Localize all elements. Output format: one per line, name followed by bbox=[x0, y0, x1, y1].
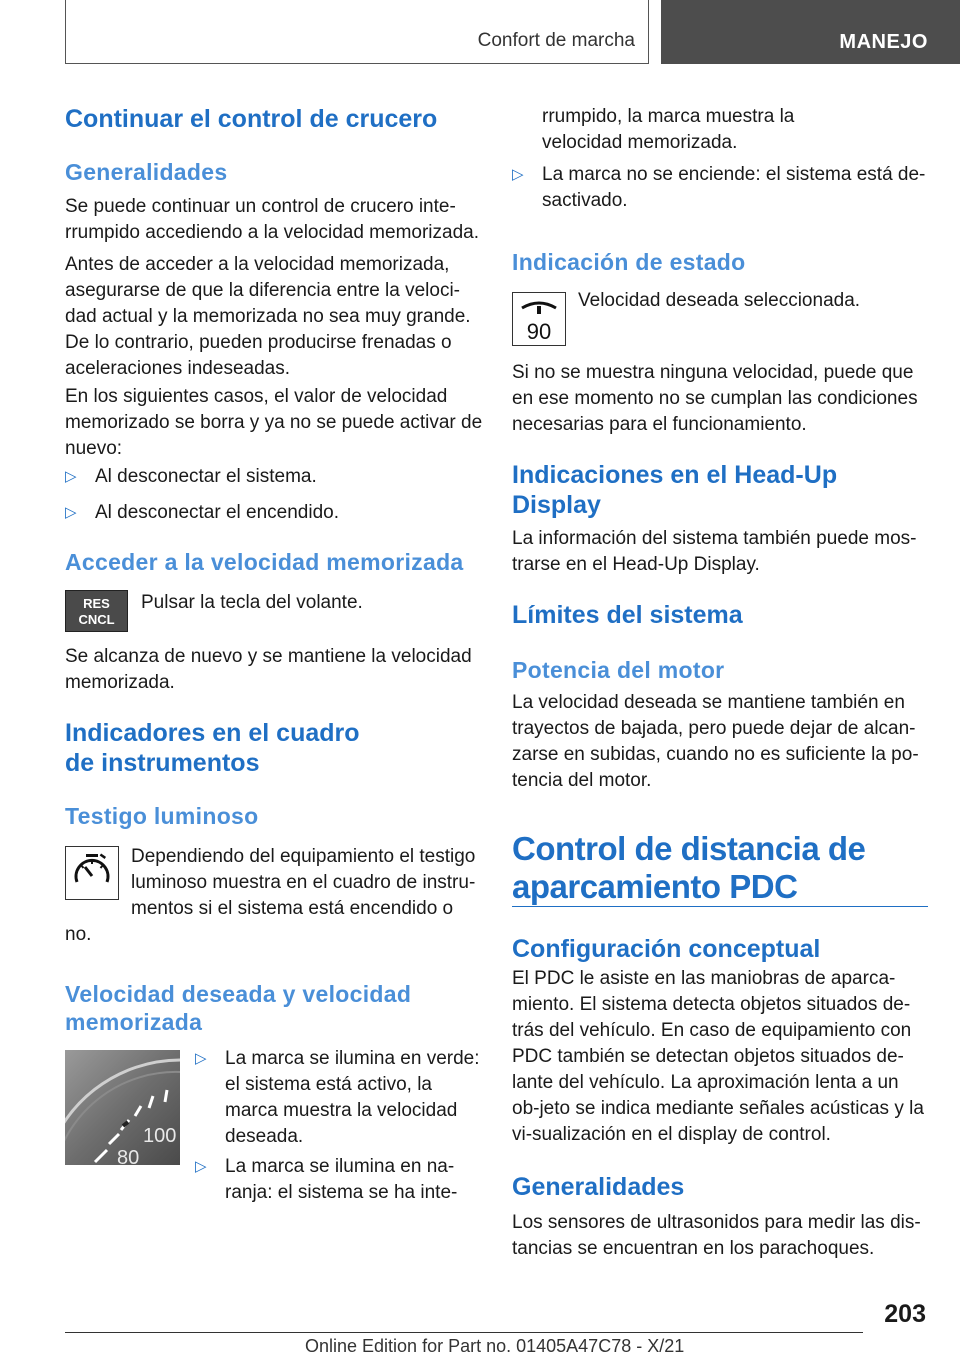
svg-text:100: 100 bbox=[143, 1125, 177, 1147]
status-description: Velocidad deseada seleccionada. bbox=[578, 290, 861, 311]
header-chapter-label: MANEJO bbox=[839, 31, 928, 53]
access-instruction: Pulsar la tecla del volante. bbox=[141, 592, 363, 613]
paragraph-intro: Se puede continuar un control de crucero inte-rrumpido accediendo a la velocidad memorizada. bbox=[65, 196, 480, 243]
heading-access-speed: Acceder a la velocidad memorizada bbox=[65, 549, 464, 575]
lamp-description: Dependiendo del equipamiento el testigo luminoso muestra en el cuadro de instru-mentos si el sistema está encendido o bbox=[131, 846, 476, 919]
speedometer-image bbox=[65, 1050, 180, 1165]
svg-text:80: 80 bbox=[117, 1147, 140, 1165]
paragraph-access-result: Se alcanza de nuevo y se mantiene la velocidad memorizada. bbox=[65, 646, 472, 693]
svg-text:90: 90 bbox=[526, 319, 552, 344]
section-title-continue: Continuar el control de crucero bbox=[65, 105, 438, 133]
continued-bullet-text: rrumpido, la marca muestra la velocidad memorizada. bbox=[542, 106, 795, 153]
footer-edition: Online Edition for Part no. 01405A47C78 - X/21 bbox=[305, 1336, 685, 1356]
res-cncl-button-icon bbox=[65, 590, 128, 632]
paragraph-cases: En los siguientes casos, el valor de velocidad memorizado se borra y ya no se puede activar de nuevo: bbox=[65, 386, 483, 459]
paragraph-concept: El PDC le asiste en las maniobras de aparca-miento. El sistema detecta objetos situados de-trás del vehículo. En caso de equipamiento con PDC también se detectan objetos situados de-lante del vehículo. La aproximación lenta a un ob-jeto se indica mediante señales acústicas y la vi-sualización en el display de control. bbox=[512, 968, 924, 1145]
header-chapter-tab bbox=[661, 0, 960, 64]
paragraph-sensors: Los sensores de ultrasonidos para medir las dis-tancias se encuentran en los parachoques. bbox=[512, 1212, 921, 1259]
heading-generalidades: Generalidades bbox=[65, 159, 228, 185]
heading-status: Indicación de estado bbox=[512, 249, 746, 275]
svg-text:RES: RES bbox=[83, 596, 110, 611]
paragraph-warning: Antes de acceder a la velocidad memorizada, asegurarse de que la diferencia entre la veloci-dad actual y la memorizada no sea muy grande. De lo contrario, pueden producirse frenadas o aceleraciones indeseadas. bbox=[65, 254, 471, 379]
triangle-bullet-icon: ▷ bbox=[512, 166, 524, 183]
paragraph-engine-power: La velocidad deseada se mantiene también en trayectos de bajada, pero puede dejar de alcan-zarse en subidas, cuando no es suficiente la po-tencia del motor. bbox=[512, 692, 919, 791]
cruise-control-lamp-icon bbox=[65, 846, 119, 900]
heading-hud: Indicaciones en el Head-Up Display bbox=[512, 461, 838, 519]
heading-concept: Configuración conceptual bbox=[512, 935, 821, 963]
title-underline bbox=[512, 906, 928, 907]
triangle-bullet-icon: ▷ bbox=[195, 1050, 207, 1067]
heading-engine-power: Potencia del motor bbox=[512, 657, 725, 683]
svg-text:CNCL: CNCL bbox=[78, 612, 115, 627]
heading-indicators-line2: de instrumentos bbox=[65, 749, 260, 777]
chapter-title-pdc: Control de distancia de aparcamiento PDC bbox=[512, 830, 866, 905]
heading-indicators-line1: Indicadores en el cuadro bbox=[65, 719, 360, 747]
paragraph-hud: La información del sistema también puede mos-trarse en el Head-Up Display. bbox=[512, 528, 917, 575]
speed-90-display-icon bbox=[512, 292, 566, 346]
heading-speed-memorized: Velocidad deseada y velocidad memorizada bbox=[65, 981, 412, 1035]
heading-system-limits: Límites del sistema bbox=[512, 601, 743, 629]
paragraph-no-speed: Si no se muestra ninguna velocidad, puede que en ese momento no se cumplan las condiciones necesarias para el funcionamiento. bbox=[512, 362, 918, 435]
triangle-bullet-icon: ▷ bbox=[65, 468, 77, 485]
heading-generalidades-2: Generalidades bbox=[512, 1173, 685, 1201]
heading-warning-lamp: Testigo luminoso bbox=[65, 803, 259, 829]
lamp-description-end: no. bbox=[65, 924, 92, 945]
page-number: 203 bbox=[884, 1300, 926, 1328]
header-section-title: Confort de marcha bbox=[477, 30, 635, 51]
triangle-bullet-icon: ▷ bbox=[195, 1158, 207, 1175]
footer-divider bbox=[65, 1332, 863, 1333]
triangle-bullet-icon: ▷ bbox=[65, 504, 77, 521]
